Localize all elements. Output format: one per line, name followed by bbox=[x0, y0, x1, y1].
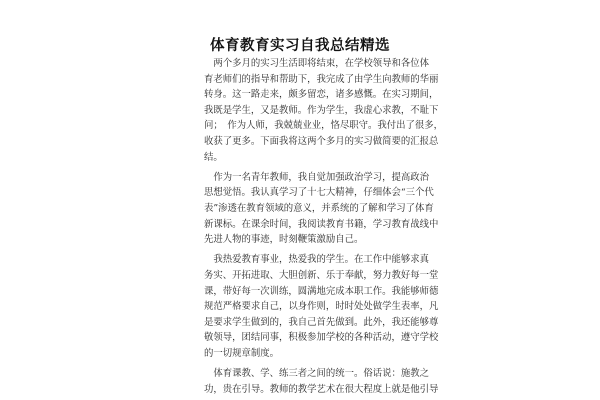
paragraph-line: 规范严格要求自己，以身作则，时时处处做学生表率，凡 bbox=[204, 301, 439, 313]
paragraph bbox=[204, 56, 444, 165]
paragraph-line: 是要求学生做到的，我自己首先做到。此外，我还能够尊 bbox=[204, 316, 439, 328]
paragraph-line: 我既是学生，又是教师。作为学生，我虚心求教，不耻下 bbox=[204, 104, 439, 116]
paragraph bbox=[204, 366, 439, 397]
paragraph-line: 新课标。在课余时间，我阅读教育书籍，学习教育战线中 bbox=[204, 218, 439, 230]
paragraph-line: 问； 作为人师，我兢兢业业，恪尽职守。我付出了很多， bbox=[204, 120, 444, 132]
paragraph bbox=[204, 170, 439, 248]
paragraph-line: 转身。这一路走来，颇多留恋，诸多感慨。在实习期间， bbox=[204, 89, 439, 101]
paragraph bbox=[204, 252, 439, 361]
paragraph-line: 先进人物的事迹，时刻鞭策激励自己。 bbox=[204, 234, 364, 246]
paragraph-line: 我热爱教育事业，热爱我的学生。在工作中能够求真 bbox=[204, 254, 430, 266]
paragraph-line: 思想觉悟。我认真学习了十七大精神，仔细体会“三个代 bbox=[204, 187, 434, 199]
document-title: 体育教育实习自我总结精选 bbox=[210, 37, 390, 54]
paragraph-line: 课，带好每一次训练，圆满地完成本职工作。我能够师德 bbox=[204, 285, 439, 297]
paragraph-line: 表”渗透在教育领域的意义，并系统的了解和学习了体育 bbox=[204, 202, 434, 214]
paragraph-line: 务实、开拓进取、大胆创新、乐于奉献，努力教好每一堂 bbox=[204, 269, 439, 281]
paragraph-line: 敬领导，团结同事，积极参加学校的各种活动，遵守学校 bbox=[204, 332, 439, 344]
paragraph-line: 两个多月的实习生活即将结束，在学校领导和各位体 bbox=[204, 58, 430, 69]
paragraph-line: 育老师们的指导和帮助下，我完成了由学生向教师的华丽 bbox=[204, 73, 439, 85]
paragraph-line: 结。 bbox=[204, 151, 223, 163]
paragraph-line: 体育课教、学、练三者之间的统一。俗话说：施教之 bbox=[204, 368, 430, 380]
paragraph-line: 作为一名青年教师，我自觉加强政治学习，提高政治 bbox=[204, 171, 430, 183]
paragraph-line: 收获了更多。下面我将这两个多月的实习做简要的汇报总 bbox=[204, 135, 439, 147]
paragraph-line: 功，贵在引导。教师的教学艺术在很大程度上就是他引导 bbox=[204, 383, 439, 395]
document-body bbox=[204, 56, 444, 397]
paragraph-line: 的一切规章制度。 bbox=[204, 347, 280, 359]
